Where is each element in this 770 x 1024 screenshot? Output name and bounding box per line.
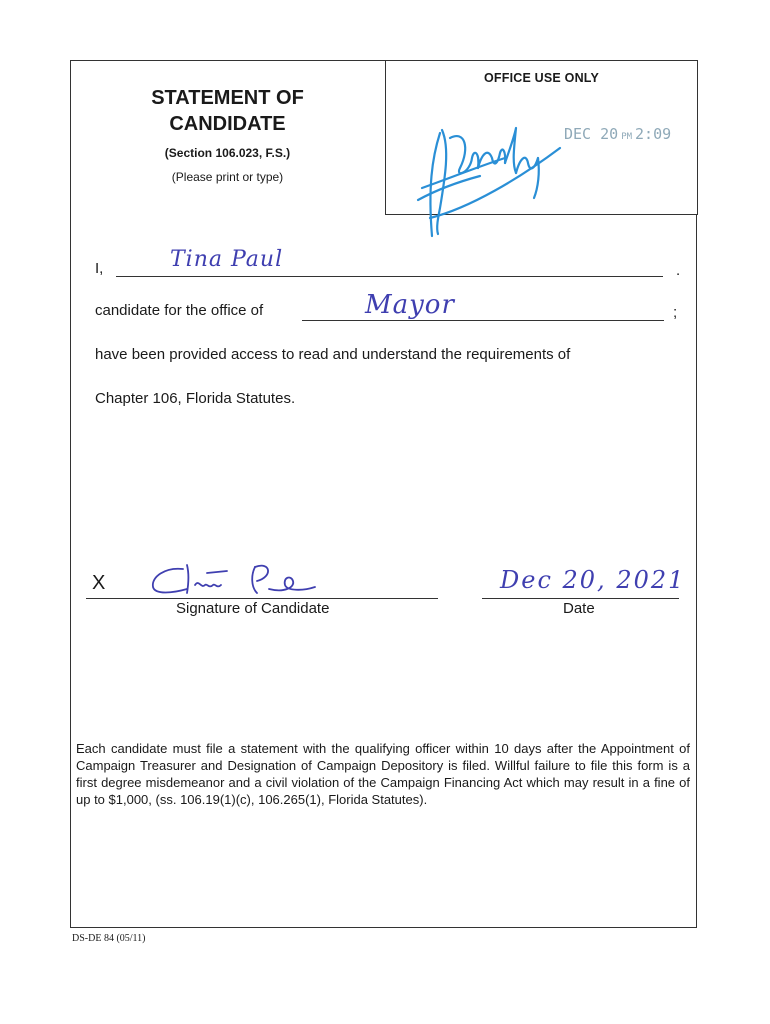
title-line-2: CANDIDATE	[169, 113, 286, 135]
signature-mark: X	[92, 572, 106, 594]
stamp-date: DEC 20	[564, 125, 619, 143]
candidate-name-value: Tina Paul	[170, 247, 284, 272]
name-prefix: I,	[95, 260, 104, 277]
stamp-time: 2:09	[635, 125, 672, 143]
date-line	[482, 598, 679, 599]
officer-signature-icon	[410, 118, 570, 243]
date-caption: Date	[563, 600, 595, 617]
form-code: DS-DE 84 (05/11)	[72, 933, 146, 944]
statement-line-1: have been provided access to read and understand the requirements of	[95, 346, 571, 363]
office-line	[302, 320, 664, 321]
print-instruction: (Please print or type)	[171, 170, 284, 184]
title-line-1: STATEMENT OF	[151, 87, 304, 109]
name-end-mark: .	[676, 262, 681, 279]
date-value: Dec 20, 2021	[500, 566, 686, 594]
received-stamp	[564, 125, 671, 143]
office-value: Mayor	[365, 290, 455, 320]
form-title	[100, 85, 355, 137]
stamp-ampm: PM	[621, 132, 633, 142]
filing-notice: Each candidate must file a statement with the qualifying officer within 10 days after the Appointment of Campaign Treasurer and Designation of Campaign Depository is filed. Willful failure to file this form is a first degree misdemeanor and a civil violation of the Campaign Financing Act which may result in a fine of up to $1,000, (ss. 106.19(1)(c), 106.265(1), Florida Statutes).	[76, 741, 690, 807]
office-end-mark: ;	[673, 304, 678, 321]
section-reference: (Section 106.023, F.S.)	[164, 146, 291, 160]
office-use-label: OFFICE USE ONLY	[483, 71, 600, 85]
office-prefix: candidate for the office of	[95, 302, 264, 319]
signature-caption: Signature of Candidate	[176, 600, 330, 617]
statement-line-2: Chapter 106, Florida Statutes.	[95, 390, 296, 407]
name-line	[116, 276, 663, 277]
candidate-signature-icon	[145, 555, 345, 603]
